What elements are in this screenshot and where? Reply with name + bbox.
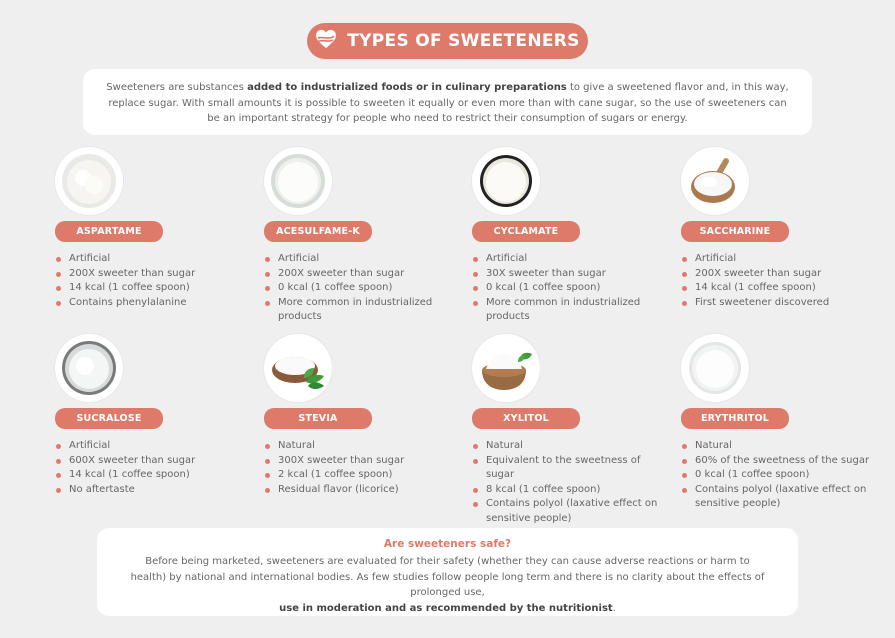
sweetener-facts [55, 252, 245, 310]
fact-item: No aftertaste [55, 483, 245, 498]
safety-title: Are sweeteners safe? [383, 538, 512, 550]
sweetener-facts [264, 439, 454, 497]
sweetener-label: SUCRALOSE [55, 408, 163, 429]
fact-item: More common in industrialized products [472, 296, 662, 325]
heart-icon [315, 29, 337, 54]
sweetener-facts [681, 252, 871, 310]
sweetener-facts [264, 252, 454, 325]
safety-text-body: Before being marketed, sweeteners are evaluated for their safety (whether they can cause adverse reactions or harm to health) by national and international bodies. As few studies follow people long term and there is no clarity about the effects of prolonged use, [130, 556, 765, 598]
sweetener-label: XYLITOL [472, 408, 580, 429]
sweetener-label: STEVIA [264, 408, 372, 429]
sweetener-facts [681, 439, 871, 512]
fact-item: First sweetener discovered [681, 296, 871, 311]
fact-item: Contains polyol (laxative effect on sensitive people) [681, 483, 871, 512]
aspartame-image [55, 147, 123, 215]
fact-item: 200X sweeter than sugar [264, 267, 454, 282]
fact-item: More common in industrialized products [264, 296, 454, 325]
fact-item: Artificial [472, 252, 662, 267]
sweetener-label: ACESULFAME-K [264, 221, 372, 242]
fact-item: 14 kcal (1 coffee spoon) [681, 281, 871, 296]
sweetener-label: ASPARTAME [55, 221, 163, 242]
fact-item: Contains phenylalanine [55, 296, 245, 311]
safety-text [97, 554, 798, 616]
fact-item: Natural [472, 439, 662, 454]
erythritol-image [681, 334, 749, 402]
fact-item: Contains polyol (laxative effect on sensitive people) [472, 497, 662, 526]
fact-item: 600X sweeter than sugar [55, 454, 245, 469]
fact-item: Natural [681, 439, 871, 454]
sweetener-label: SACCHARINE [681, 221, 789, 242]
fact-item: Artificial [681, 252, 871, 267]
saccharine-image [681, 147, 749, 215]
fact-item: 2 kcal (1 coffee spoon) [264, 468, 454, 483]
xylitol-image [472, 334, 540, 402]
intro-text-before: Sweeteners are substances [106, 82, 248, 93]
fact-item: Equivalent to the sweetness of sugar [472, 454, 662, 483]
stevia-image [264, 334, 332, 402]
fact-item: 8 kcal (1 coffee spoon) [472, 483, 662, 498]
sweetener-label: ERYTHRITOL [681, 408, 789, 429]
fact-item: Artificial [264, 252, 454, 267]
intro-text-after: to give a sweetened flavor and, in this way, replace sugar. With small amounts it is possible to sweeten it equally or even more than with cane sugar, so the use of sweeteners can be an important strategy for people who need to restrict their consumption of sugars or energy. [108, 82, 789, 124]
fact-item: 300X sweeter than sugar [264, 454, 454, 469]
sweetener-facts [55, 439, 245, 497]
page-title: TYPES OF SWEETENERS [347, 31, 580, 51]
fact-item: 14 kcal (1 coffee spoon) [55, 281, 245, 296]
fact-item: Natural [264, 439, 454, 454]
sweetener-label: CYCLAMATE [472, 221, 580, 242]
fact-item: 0 kcal (1 coffee spoon) [681, 468, 871, 483]
fact-item: 200X sweeter than sugar [55, 267, 245, 282]
safety-box [97, 528, 798, 616]
acesulfame-image [264, 147, 332, 215]
fact-item: Artificial [55, 439, 245, 454]
fact-item: Residual flavor (licorice) [264, 483, 454, 498]
fact-item: 0 kcal (1 coffee spoon) [264, 281, 454, 296]
sucralose-image [55, 334, 123, 402]
fact-item: 200X sweeter than sugar [681, 267, 871, 282]
fact-item: 0 kcal (1 coffee spoon) [472, 281, 662, 296]
cyclamate-image [472, 147, 540, 215]
safety-text-end: . [612, 602, 616, 614]
intro-box [83, 69, 812, 135]
sweetener-facts [472, 252, 662, 325]
sweetener-facts [472, 439, 662, 527]
fact-item: Artificial [55, 252, 245, 267]
fact-item: 14 kcal (1 coffee spoon) [55, 468, 245, 483]
intro-text-bold: added to industrialized foods or in culinary preparations [247, 82, 567, 93]
fact-item: 60% of the sweetness of the sugar [681, 454, 871, 469]
safety-text-bold: use in moderation and as recommended by the nutritionist [279, 602, 613, 614]
page-title-banner [307, 23, 588, 59]
fact-item: 30X sweeter than sugar [472, 267, 662, 282]
